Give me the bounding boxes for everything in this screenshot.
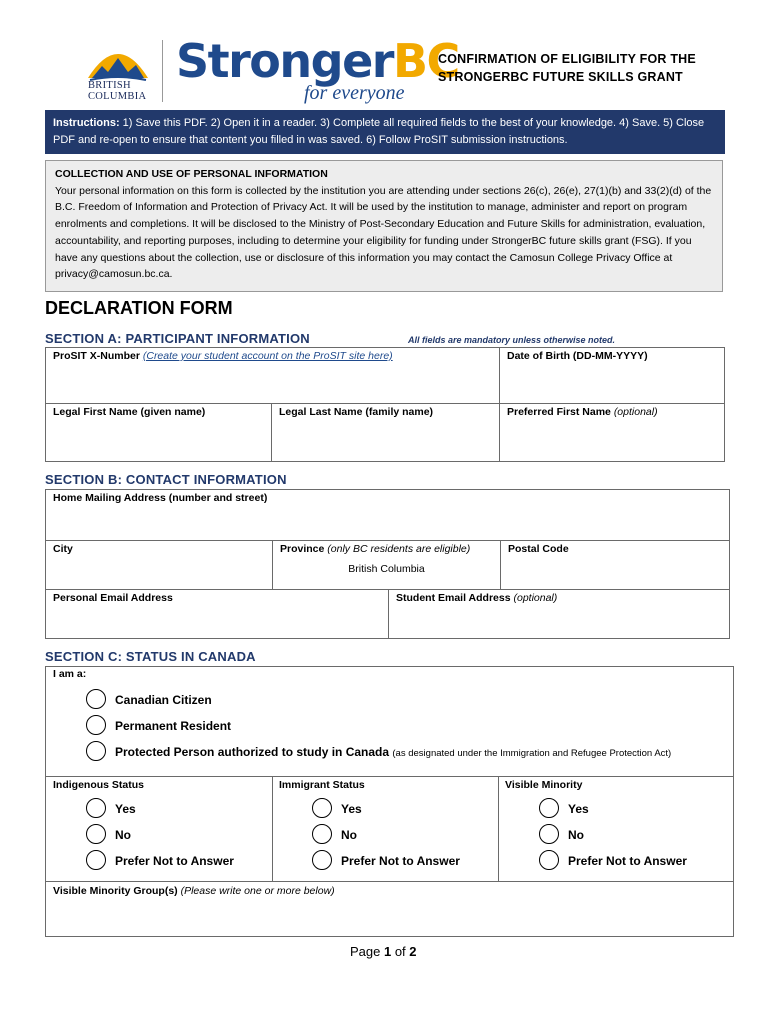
- prosit-field[interactable]: [45, 347, 500, 404]
- prosit-label: ProSIT X-Number: [53, 350, 140, 362]
- title-line2: STRONGERBC FUTURE SKILLS GRANT: [438, 70, 683, 84]
- instructions-text: 1) Save this PDF. 2) Open it in a reader. 3) Complete all required fields to the best of your knowledge. 4) Save. 5) Close PDF and re-open to ensure that content you filled in was saved. 6) Follow ProSIT submission instructions.: [53, 117, 705, 146]
- radio-immigrant-no[interactable]: [312, 824, 332, 844]
- brand-part1: Stronger: [176, 34, 393, 88]
- page-number: [350, 944, 417, 959]
- province-value: British Columbia: [348, 563, 425, 575]
- student-email-optional: (optional): [513, 592, 558, 604]
- label-canadian-citizen: Canadian Citizen: [115, 693, 212, 707]
- immigrant-label: Immigrant Status: [279, 779, 365, 791]
- label-indigenous-yes: Yes: [115, 802, 136, 816]
- indigenous-label: Indigenous Status: [53, 779, 145, 791]
- visible-minority-label: Visible Minority: [505, 779, 583, 791]
- brand-part2: BC: [392, 34, 459, 88]
- grid-line-v1: [272, 776, 273, 882]
- radio-indigenous-yes[interactable]: [86, 798, 106, 818]
- radio-permanent-resident[interactable]: [86, 715, 106, 735]
- label-minority-yes: Yes: [568, 802, 589, 816]
- radio-minority-yes[interactable]: [539, 798, 559, 818]
- last-name-label: Legal Last Name (family name): [279, 406, 434, 418]
- privacy-body: Your personal information on this form is collected by the institution you are attending under sections 26(c), 26(e), 27(1)(b) and 33(2)(d) of the B.C. Freedom of Information and Protection of Privacy Act. It will be used by the institution to manage, administer and report on program enrolments and completions. It will be disclosed to the Ministry of Post-Secondary Education and Future Skills for administration, evaluation, accountability, and reporting purposes, including to determine your eligibility for funding under StrongerBC future skills grant (FSG). If you have any questions about the collection, use or disclosure of this information you may contact the Camosun College Privacy Office at privacy@camosun.bc.ca.: [55, 184, 712, 281]
- preferred-optional: (optional): [613, 406, 658, 418]
- form-title: DECLARATION FORM: [45, 298, 233, 318]
- radio-immigrant-yes[interactable]: [312, 798, 332, 818]
- title-line1: CONFIRMATION OF ELIGIBILITY FOR THE: [438, 52, 696, 66]
- label-immigrant-prefer-not: Prefer Not to Answer: [341, 854, 460, 868]
- mandatory-note: All fields are mandatory unless otherwise noted.: [408, 335, 616, 345]
- last-name-field[interactable]: [271, 403, 500, 462]
- page-of: of: [391, 944, 410, 959]
- postal-code-label: Postal Code: [508, 543, 569, 555]
- page-current: 1: [383, 944, 392, 959]
- label-indigenous-no: No: [115, 828, 131, 842]
- group-label-text: Visible Minority Group(s): [53, 885, 178, 897]
- radio-immigrant-prefer-not[interactable]: [312, 850, 332, 870]
- city-label: City: [53, 543, 73, 555]
- visible-minority-group-label: [53, 885, 734, 897]
- radio-indigenous-prefer-not[interactable]: [86, 850, 106, 870]
- section-c-title: SECTION C: STATUS IN CANADA: [45, 649, 256, 664]
- postal-code-field[interactable]: [500, 540, 730, 590]
- student-email-label: Student Email Address: [396, 592, 511, 604]
- label-minority-no: No: [568, 828, 584, 842]
- personal-email-field[interactable]: [45, 589, 389, 639]
- province-note: (only BC residents are eligible): [327, 543, 471, 555]
- grid-line-top: [45, 776, 734, 777]
- preferred-name-field[interactable]: [499, 403, 725, 462]
- brand-tagline: for everyone: [304, 82, 405, 104]
- privacy-heading: COLLECTION AND USE OF PERSONAL INFORMATION: [55, 168, 328, 180]
- bc-logo-line2: COLUMBIA: [88, 91, 147, 102]
- label-permanent-resident: Permanent Resident: [115, 719, 232, 733]
- preferred-name-label: Preferred First Name: [507, 406, 611, 418]
- radio-protected-person[interactable]: [86, 741, 106, 761]
- group-label-note: (Please write one or more below): [180, 885, 335, 897]
- province-label: Province: [280, 543, 325, 555]
- radio-canadian-citizen[interactable]: [86, 689, 106, 709]
- student-email-field[interactable]: [388, 589, 730, 639]
- personal-email-label: Personal Email Address: [53, 592, 173, 604]
- address-label: Home Mailing Address (number and street): [53, 492, 268, 504]
- document-title: [438, 50, 738, 86]
- label-immigrant-yes: Yes: [341, 802, 362, 816]
- bc-logo-text: [88, 80, 146, 102]
- instructions-banner: [45, 110, 725, 154]
- page-prefix: Page: [350, 944, 384, 959]
- section-b-title: SECTION B: CONTACT INFORMATION: [45, 472, 287, 487]
- bc-logo-line1: BRITISH: [88, 80, 131, 91]
- label-immigrant-no: No: [341, 828, 357, 842]
- privacy-notice: [45, 160, 723, 292]
- city-field[interactable]: [45, 540, 273, 590]
- dob-field[interactable]: [499, 347, 725, 404]
- instructions-label: Instructions:: [53, 117, 120, 129]
- province-field[interactable]: [272, 540, 501, 590]
- radio-minority-no[interactable]: [539, 824, 559, 844]
- logo-divider: [162, 40, 163, 102]
- prosit-link[interactable]: (Create your student account on the ProSIT site here): [142, 350, 393, 362]
- grid-line-v2: [498, 776, 499, 882]
- page-total: 2: [409, 944, 417, 959]
- label-minority-prefer-not: Prefer Not to Answer: [568, 854, 687, 868]
- radio-indigenous-no[interactable]: [86, 824, 106, 844]
- label-protected-person: [115, 745, 671, 759]
- first-name-label: Legal First Name (given name): [53, 406, 206, 418]
- section-a-title: SECTION A: PARTICIPANT INFORMATION: [45, 331, 310, 346]
- address-field[interactable]: [45, 489, 730, 541]
- first-name-field[interactable]: [45, 403, 272, 462]
- protected-person-note: (as designated under the Immigration and Refugee Protection Act): [392, 748, 672, 759]
- radio-minority-prefer-not[interactable]: [539, 850, 559, 870]
- visible-minority-group-field[interactable]: [45, 882, 734, 937]
- protected-person-text: Protected Person authorized to study in Canada: [115, 745, 390, 759]
- i-am-label: I am a:: [53, 668, 87, 680]
- label-indigenous-prefer-not: Prefer Not to Answer: [115, 854, 234, 868]
- dob-label: Date of Birth (DD-MM-YYYY): [507, 350, 648, 362]
